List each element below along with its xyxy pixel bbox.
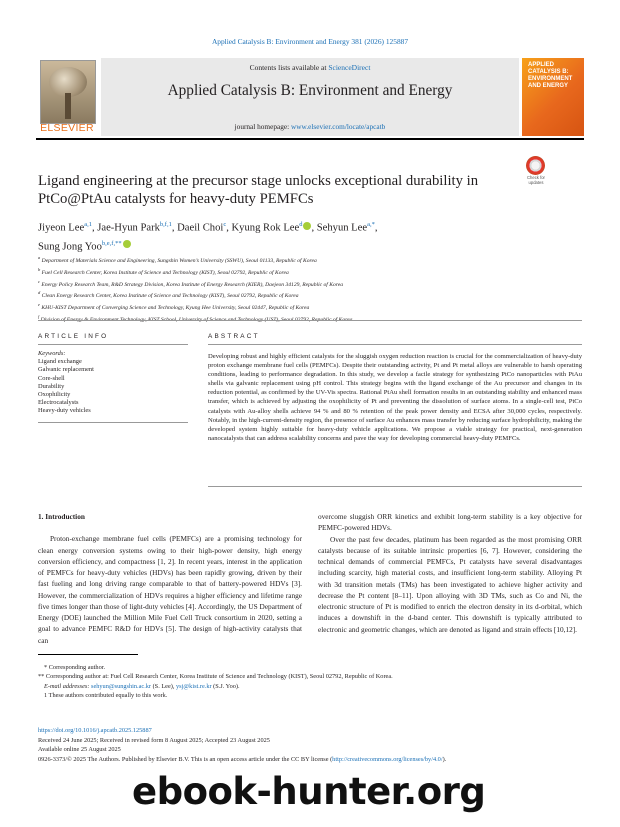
received-dates: Received 24 June 2025; Received in revised form 8 August 2025; Accepted 23 August 2025 xyxy=(38,736,270,744)
affiliation: $^e$ KHU-KIST Department of Converging Science and Technology, Kyung Hee University, Seoul 02447, Republic of Korea xyxy=(38,302,310,311)
license-line: 0926-3373/© 2025 The Authors. Published by Elsevier B.V. This is an open access article under the CC BY license (http://creativecommons.org/licenses/by/4.0/). xyxy=(38,755,447,763)
footnote-rule xyxy=(38,654,138,655)
author[interactable]: Jiyeon Lee xyxy=(38,222,85,234)
elsevier-tree-logo xyxy=(40,60,96,124)
keyword: Core-shell xyxy=(38,374,65,382)
footnote: * Corresponding author. xyxy=(44,664,106,671)
footnote-emails: E-mail addresses: sehyun@sungshin.ac.kr (S. Lee), ysj@kist.re.kr (S.J. Yoo). xyxy=(44,682,240,690)
section-rule xyxy=(38,320,582,321)
body-column-right xyxy=(318,511,582,635)
journal-citation[interactable]: Applied Catalysis B: Environment and Energy 381 (2026) 125887 xyxy=(211,37,409,46)
watermark-text: ebook-hunter.org xyxy=(132,770,486,813)
article-info-heading: ARTICLE INFO xyxy=(38,333,109,340)
contents-line: Contents lists available at ScienceDirect xyxy=(249,63,371,72)
author[interactable]: Daeil Choi xyxy=(177,222,224,234)
affiliations xyxy=(38,254,598,325)
footnote: ** Corresponding author at: Fuel Cell Research Center, Korea Institute of Science and Technology (KIST), Seoul 02792, Republic of Korea. xyxy=(38,673,393,681)
keyword: Oxophilicity xyxy=(38,391,71,399)
sciencedirect-link[interactable]: ScienceDirect xyxy=(328,63,371,72)
abstract-text: Developing robust and highly efficient catalysts for the sluggish oxygen reduction reaction is crucial for the commercialization of heavy-duty proton exchange membrane fuel cells (PEMFCs). Despite their outstanding activity, Pt and Pt metal alloys are vulnerable to harsh operating conditions, leading to performance degradation. In this study, we develop a facile strategy for synthesizing PtCo nanoparticles with PtAu shells via galvanic replacement using pH control. This strategy begins with the ligand exchange of the Au precursor and changes in its reduction potential, as confirmed by the UV-Vis spectra. Rational PtAu shell formation results in an outstanding stability and enhanced mass transfer, which is achieved by adjusting the oxophilicity of Pt and preventing the dissolution of surface atoms. In a single-cell test, PtCo catalysts with Au-alloy shells achieve 94 % and 80 % retention of the peak power density and ECSA after 30,000 cycles, respectively. Notably, in the high-current-density region, the presence of surface Au enhances mass transfer by reducing surface hydrophilicity, making the developed system highly suitable for heavy-duty vehicle applications. We propose a viable strategy for practical, next-generation nanocatalysts that can address scalability concerns and pave the way for developing commercial heavy-duty PEMFCs. xyxy=(208,353,582,442)
journal-title: Applied Catalysis B: Environment and Energy xyxy=(167,82,453,99)
journal-cover-title: APPLIED CATALYSIS B: ENVIRONMENT AND ENERGY xyxy=(528,62,573,89)
author[interactable]: Sehyun Lee xyxy=(316,222,368,234)
affiliation: $^a$ Department of Materials Science and Engineering, Sungshin Women’s University (SSWU), Seoul 01133, Republic of Korea xyxy=(38,255,317,264)
paragraph: Over the past few decades, platinum has been regarded as the most promising ORR catalysts because of its suitable intrinsic properties [6, 7]. However, considering the technical demands of commercial PEMFCs, Pt catalysts have several disadvantages including scarcity, high material costs, and insufficient long-term stability. Alloying Pt with 3d transition metals (TMs) has been investigated to achieve higher activity and decrease the Pt content [8–11]. Upon alloying with 3D TMs, such as Co and Ni, the electronic structure of Pt is modified to enrich the electron density in its d-orbital, which induces a downshift in the d-band center. This downshift is typically attributed to electronic and geometric changes, which are denoted as ligand and strain effects [10,12]. xyxy=(318,534,582,634)
orcid-icon[interactable] xyxy=(123,240,131,248)
paragraph: overcome sluggish ORR kinetics and exhibit long-term stability is a key objective for PEMFC-powered HDVs. xyxy=(318,512,582,533)
email-link[interactable]: ysj@kist.re.kr xyxy=(176,682,212,690)
check-for-updates-label[interactable]: Check for updates xyxy=(527,175,545,185)
doi-link[interactable]: https://doi.org/10.1016/j.apcatb.2025.125887 xyxy=(38,727,152,734)
affiliation: $^c$ Energy Policy Research Team, R&D Strategy Division, Korea Institute of Energy Research (KIER), Daejeon 34129, Republic of Korea xyxy=(38,278,344,288)
author[interactable]: Kyung Rok Lee xyxy=(231,222,300,234)
check-for-updates-icon[interactable] xyxy=(526,156,545,175)
keyword: Heavy-duty vehicles xyxy=(38,407,91,415)
header-rule xyxy=(36,138,584,140)
keyword: Durability xyxy=(38,382,65,390)
keyword: Ligand exchange xyxy=(38,358,82,366)
affiliation: f xyxy=(38,313,40,319)
author[interactable]: Sung Jong Yoo xyxy=(38,241,102,253)
orcid-icon[interactable] xyxy=(303,222,311,230)
divider xyxy=(208,344,582,345)
article-title: Ligand engineering at the precursor stage unlocks exceptional durability in PtCo@PtAu catalysts for heavy-duty PEMFCs xyxy=(38,173,479,207)
paragraph: Proton-exchange membrane fuel cells (PEMFCs) are a promising technology for clean energy conversion systems owing to their high-power density, high energy conversion efficiency, and compactness [1, 2]. In recent years, interest in the application of PEMFCs for heavy-duty vehicles (HDVs) has been rapidly growing, driven by their fast fueling and long driving range comparable to that of battery-powered HDVs [3]. However, the commercialization of HDVs requires a higher efficiency and lifetime range five times longer than those of light-duty vehicles [4]. Accordingly, the US Department of Energy (DOE) launched the Million Mile Fuel Cell Truck consortium in 2020, setting a goal to advance PEMFC R&D for HDVs [5]. The design of high-activity catalysts that can xyxy=(38,534,302,645)
keyword: Electrocatalysts xyxy=(38,399,79,407)
article-metadata xyxy=(38,726,582,764)
abstract-heading: ABSTRACT xyxy=(208,333,260,340)
author[interactable]: Jae-Hyun Park xyxy=(97,222,160,234)
affiliation: $^b$ Fuel Cell Research Center, Korea Institute of Science and Technology (KIST), Seoul 02792, Republic of Korea xyxy=(38,266,289,276)
publisher-logo-text: ELSEVIER xyxy=(40,122,94,134)
divider xyxy=(38,422,188,423)
introduction-heading: 1. Introduction xyxy=(38,512,85,521)
homepage-link[interactable]: www.elsevier.com/locate/apcatb xyxy=(290,122,386,131)
available-date: Available online 25 August 2025 xyxy=(38,746,121,753)
journal-homepage: journal homepage: www.elsevier.com/locate/apcatb xyxy=(234,122,386,131)
keywords-block xyxy=(38,350,188,416)
keyword: Galvanic replacement xyxy=(38,366,94,374)
body-column-left xyxy=(38,511,302,646)
divider xyxy=(38,344,188,345)
affiliation: $^d$ Clean Energy Research Center, Korea Institute of Science and Technology (KIST), Seoul 02792, Republic of Korea xyxy=(38,290,299,300)
license-link[interactable]: http://creativecommons.org/licenses/by/4.0/ xyxy=(332,755,443,763)
keywords-label: Keywords: xyxy=(38,350,66,357)
footnote: 1 These authors contributed equally to this work. xyxy=(44,691,168,699)
author-list: Jiyeon Lee$^{a,1}$, Jae-Hyun Park$^{b,f,1}$, Daeil Choi$^c$, Kyung Rok Lee$^d$ , Sehyun Lee$^{a,*}$, Sung Jong Yoo$^{b,e,f,**}$ xyxy=(38,221,378,253)
email-link[interactable]: sehyun@sungshin.ac.kr xyxy=(91,682,152,690)
divider xyxy=(208,486,582,487)
footnotes xyxy=(38,663,582,700)
